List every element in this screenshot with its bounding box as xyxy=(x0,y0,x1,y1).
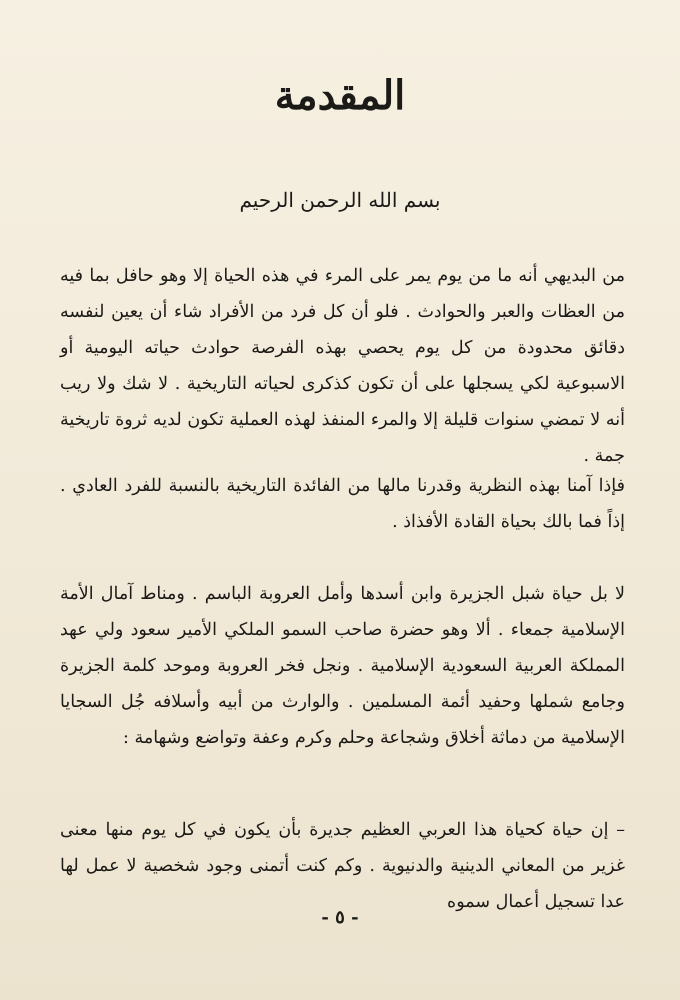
paragraph-2 xyxy=(60,468,625,540)
paragraph-1 xyxy=(60,258,625,474)
page-title: المقدمة xyxy=(274,72,406,119)
page-number: - ٥ - xyxy=(321,907,359,928)
paragraph-text: فإذا آمنا بهذه النظرية وقدرنا مالها من الفائدة التاريخية بالنسبة للفرد العادي . إذاً فما بالك بحياة القادة الأفذاذ . xyxy=(60,476,625,532)
paragraph-text: لا بل حياة شبل الجزيرة وابن أسدها وأمل العروبة الباسم . ومناط آمال الأمة الإسلامية جمعاء . ألا وهو حضرة صاحب السمو الملكي الأمير سعود ولي عهد المملكة العربية السعودية الإسلامية . ونجل فخر العروبة وموحد كلمة الجزيرة وجامع شملها وحفيد أئمة المسلمين . والوارث من أبيه وأسلافه جُل السجايا الإسلامية من دماثة أخلاق وشجاعة وحلم وكرم وعفة وتواضع وشهامة : xyxy=(60,584,625,748)
paragraph-4 xyxy=(60,812,625,920)
paragraph-text: – إن حياة كحياة هذا العربي العظيم جديرة بأن يكون في كل يوم منها معنى غزير من المعاني الدينية والدنيوية . وكم كنت أتمنى وجود شخصية لا عمل لها عدا تسجيل أعمال سموه xyxy=(60,820,625,912)
paragraph-text: من البديهي أنه ما من يوم يمر على المرء في هذه الحياة إلا وهو حافل بما فيه من العظات والعبر والحوادث . فلو أن كل فرد من الأفراد شاء أن يعين لنفسه دقائق محدودة من كل يوم يحصي بهذه الفرصة حوادث حياته اليومية أو الاسبوعية لكي يسجلها على أن تكون كذكرى لحياته التاريخية . لا شك ولا ريب أنه لا تمضي سنوات قليلة إلا والمرء المنفذ لهذه العملية تكون لديه ثروة تاريخية جمة . xyxy=(60,266,625,466)
basmala: بسم الله الرحمن الرحيم xyxy=(239,188,441,212)
paragraph-3 xyxy=(60,576,625,756)
